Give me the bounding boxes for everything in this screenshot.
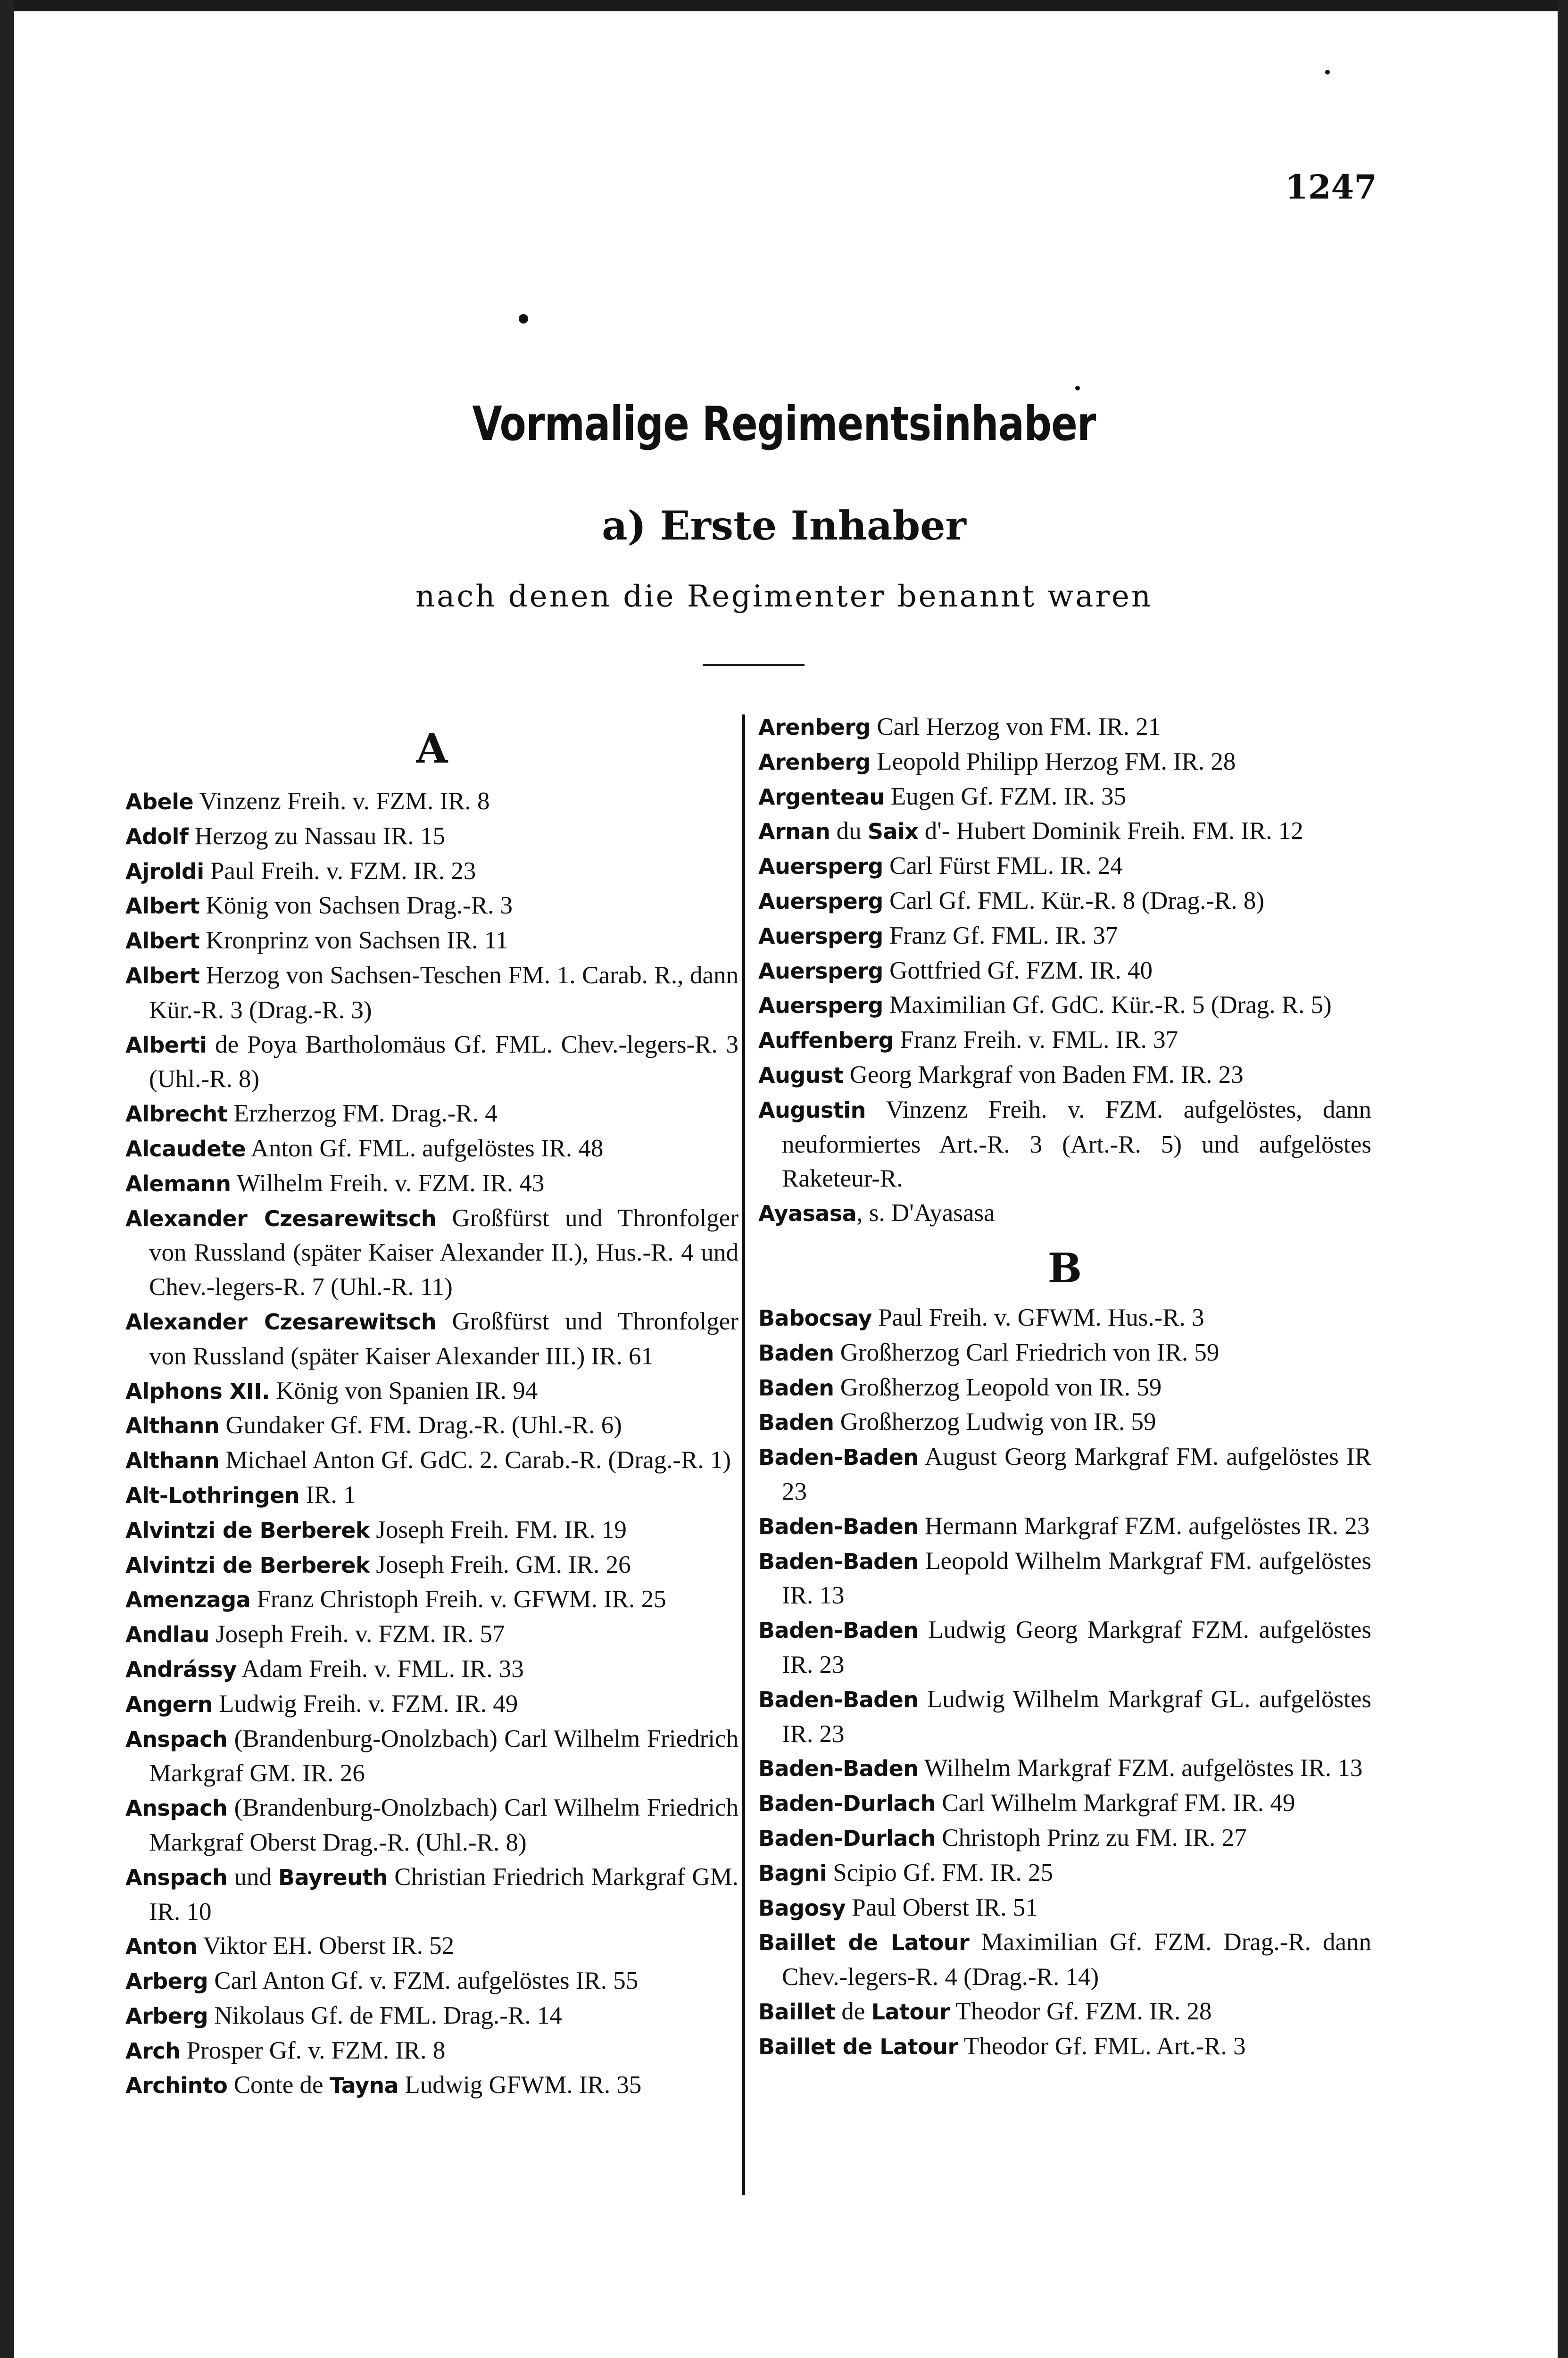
entry-name: Andrássy: [125, 1656, 237, 1682]
entry-name: Baden-Baden: [758, 1686, 919, 1712]
entry-details: Carl Anton Gf. v. FZM. aufgelöstes IR. 55: [208, 1967, 639, 1995]
entry-name: Albert: [125, 893, 200, 919]
entry-details: Wilhelm Markgraf FZM. aufgelöstes IR. 13: [918, 1754, 1363, 1782]
entry-name: Baillet de Latour: [758, 2034, 958, 2059]
entry-name: Arberg: [125, 1968, 208, 1994]
entry-name: Albrecht: [125, 1101, 228, 1127]
index-entry: [758, 1196, 1371, 1231]
index-entry: [125, 1617, 738, 1652]
entry-details: Herzog zu Nassau IR. 15: [188, 822, 445, 850]
entry-details: Christoph Prinz zu FM. IR. 27: [936, 1824, 1247, 1852]
index-entry: [125, 1408, 738, 1443]
left-entry-list: [125, 784, 738, 2103]
entry-details: Joseph Freih. FM. IR. 19: [370, 1516, 627, 1544]
entry-details: Franz Gf. FML. IR. 37: [883, 922, 1118, 949]
entry-name: Arnan: [758, 819, 830, 845]
page-number: 1247: [1285, 167, 1377, 207]
index-entry: [125, 1028, 738, 1097]
right-entry-list-b: [758, 1301, 1371, 2064]
entry-name: Baillet de Latour: [758, 1930, 970, 1956]
entry-details: Großherzog Carl Friedrich von IR. 59: [834, 1338, 1220, 1366]
entry-details: Eugen Gf. FZM. IR. 35: [884, 782, 1126, 810]
entry-name: Baden-Durlach: [758, 1825, 936, 1851]
entry-name: Baden: [758, 1340, 834, 1366]
index-entry: [125, 784, 738, 819]
index-entry: [758, 1405, 1371, 1440]
index-entry: [125, 1131, 738, 1166]
index-entry: [125, 888, 738, 923]
index-entry: [758, 1891, 1371, 1926]
entry-details: Prosper Gf. v. FZM. IR. 8: [180, 2036, 446, 2064]
entry-name: Baillet: [758, 1999, 836, 2025]
entry-name: Albert: [125, 963, 200, 988]
index-entry: [125, 1964, 738, 1999]
entry-details: Theodor Gf. FML. Art.-R. 3: [958, 2032, 1246, 2060]
entry-details: Ludwig Georg Markgraf FZM. aufgelöstes IR. 23: [782, 1616, 1371, 1678]
entry-name: Babocsay: [758, 1305, 872, 1331]
index-entry: [125, 1652, 738, 1687]
entry-name: Auffenberg: [758, 1028, 894, 1054]
index-entry: [758, 710, 1371, 745]
index-entry: [758, 1440, 1371, 1509]
entry-details: Carl Wilhelm Markgraf FM. IR. 49: [936, 1789, 1295, 1817]
entry-details: Franz Christoph Freih. v. GFWM. IR. 25: [250, 1586, 666, 1613]
entry-name: Baden: [758, 1375, 834, 1401]
entry-name: Abele: [125, 789, 194, 814]
entry-details: Großherzog Ludwig von IR. 59: [834, 1408, 1156, 1436]
entry-details: August Georg Markgraf FM. aufgelöstes IR 23: [782, 1443, 1371, 1505]
entry-name: Saix: [867, 819, 919, 845]
entry-details: und: [227, 1863, 279, 1891]
index-entry: [758, 884, 1371, 919]
entry-details: IR. 1: [299, 1481, 356, 1509]
right-entry-list-a: [758, 710, 1371, 1231]
entry-details: Anton Gf. FML. aufgelöstes IR. 48: [246, 1134, 604, 1162]
index-entry: [125, 1201, 738, 1304]
index-entry: [125, 1096, 738, 1131]
index-entry: [758, 1821, 1371, 1856]
index-entry: [125, 923, 738, 958]
index-entry: [758, 1786, 1371, 1821]
entry-details: Conte de: [227, 2071, 330, 2099]
index-entry: [125, 1687, 738, 1722]
entry-name: Bagosy: [758, 1895, 846, 1921]
entry-name: Ajroldi: [125, 858, 204, 884]
entry-details: Großfürst und Thronfolger von Russland (später Kaiser Alexander II.), Hus.-R. 4 und Chev.-legers-R. 7 (Uhl.-R. 11): [149, 1204, 738, 1301]
index-entry: [758, 1925, 1371, 1994]
index-entry: [758, 1856, 1371, 1891]
entry-name: Amenzaga: [125, 1587, 251, 1613]
entry-details: König von Sachsen Drag.-R. 3: [199, 892, 513, 920]
entry-details: de: [835, 1997, 871, 2025]
index-entry: [758, 1058, 1371, 1093]
entry-details: Ludwig Freih. v. FZM. IR. 49: [212, 1690, 518, 1718]
entry-details: d'- Hubert Dominik Freih. FM. IR. 12: [918, 817, 1303, 845]
entry-name: Alt-Lothringen: [125, 1482, 300, 1508]
entry-name: Auersperg: [758, 958, 883, 984]
left-column: [125, 710, 738, 2103]
entry-name: Alvintzi de Berberek: [125, 1552, 370, 1578]
section-title: a) Erste Inhaber: [602, 502, 966, 549]
entry-name: Augustin: [758, 1097, 866, 1123]
entry-details: Gundaker Gf. FM. Drag.-R. (Uhl.-R. 6): [219, 1411, 622, 1439]
entry-name: Baden-Baden: [758, 1756, 919, 1782]
index-entry: [758, 1682, 1371, 1752]
index-entry: [125, 1548, 738, 1583]
index-entry: [758, 1613, 1371, 1682]
entry-details: Michael Anton Gf. GdC. 2. Carab.-R. (Drag.-R. 1): [219, 1446, 731, 1474]
right-column: [758, 710, 1371, 2064]
index-entry: [125, 1374, 738, 1409]
index-entry: [758, 988, 1371, 1023]
entry-name: Angern: [125, 1691, 213, 1717]
index-entry: [758, 919, 1371, 954]
entry-name: Alemann: [125, 1171, 231, 1196]
entry-details: Vinzenz Freih. v. FZM. IR. 8: [193, 788, 490, 815]
index-entry: [758, 2029, 1371, 2064]
entry-name: Arberg: [125, 2003, 208, 2029]
entry-details: Viktor EH. Oberst IR. 52: [197, 1932, 455, 1960]
entry-name: Latour: [871, 1999, 950, 2025]
index-entry: [758, 814, 1371, 849]
entry-name: Anspach: [125, 1864, 228, 1890]
entry-details: Herzog von Sachsen-Teschen FM. 1. Carab. R., dann Kür.-R. 3 (Drag.-R. 3): [149, 961, 738, 1024]
index-entry: [125, 1791, 738, 1860]
entry-details: Maximilian Gf. GdC. Kür.-R. 5 (Drag. R. 5): [883, 991, 1332, 1019]
entry-details: Joseph Freih. v. FZM. IR. 57: [209, 1620, 505, 1648]
entry-details: Christian Friedrich Markgraf GM. IR. 10: [149, 1863, 739, 1926]
entry-name: Argenteau: [758, 784, 885, 810]
entry-name: Alvintzi de Berberek: [125, 1517, 370, 1543]
entry-name: Adolf: [125, 823, 189, 849]
entry-name: Arenberg: [758, 749, 871, 775]
index-entry: [758, 1751, 1371, 1786]
index-entry: [125, 1478, 738, 1513]
entry-details: Großfürst und Thronfolger von Russland (später Kaiser Alexander III.) IR. 61: [149, 1307, 738, 1370]
entry-details: , s. D'Ayasasa: [856, 1199, 995, 1227]
entry-details: Paul Freih. v. FZM. IR. 23: [204, 857, 476, 885]
entry-details: (Brandenburg-Onolzbach) Carl Wilhelm Friedrich Markgraf Oberst Drag.-R. (Uhl.-R. 8): [149, 1794, 738, 1856]
entry-details: Maximilian Gf. FZM. Drag.-R. dann Chev.-legers-R. 4 (Drag.-R. 14): [782, 1928, 1371, 1991]
index-entry: [125, 1166, 738, 1201]
ink-speck: [1325, 70, 1330, 75]
index-entry: [125, 1582, 738, 1617]
index-entry: [125, 2068, 738, 2103]
entry-name: Anspach: [125, 1726, 228, 1752]
entry-details: Carl Fürst FML. IR. 24: [883, 852, 1123, 880]
index-entry: [125, 819, 738, 854]
entry-details: Kronprinz von Sachsen IR. 11: [199, 927, 508, 955]
entry-details: König von Spanien IR. 94: [269, 1377, 538, 1404]
entry-details: Theodor Gf. FZM. IR. 28: [950, 1997, 1212, 2025]
entry-name: August: [758, 1062, 844, 1088]
index-entry: [758, 1023, 1371, 1058]
ink-speck: [1075, 386, 1080, 390]
entry-details: Ludwig Wilhelm Markgraf GL. aufgelöstes IR. 23: [782, 1685, 1371, 1748]
index-entry: [125, 1513, 738, 1548]
entry-details: Großherzog Leopold von IR. 59: [834, 1373, 1162, 1401]
entry-details: Vinzenz Freih. v. FZM. aufgelöstes, dann neuformiertes Art.-R. 3 (Art.-R. 5) und aufgelöstes Raketeur-R.: [782, 1096, 1371, 1193]
entry-details: Wilhelm Freih. v. FZM. IR. 43: [231, 1169, 545, 1197]
scan-edge-top: [0, 0, 1568, 11]
index-entry: [125, 854, 738, 889]
index-entry: [125, 1929, 738, 1964]
section-caption: nach denen die Regimenter benannt waren: [415, 579, 1153, 614]
entry-name: Bagni: [758, 1860, 827, 1886]
entry-details: Nikolaus Gf. de FML. Drag.-R. 14: [208, 2001, 562, 2029]
entry-details: Franz Freih. v. FML. IR. 37: [894, 1026, 1178, 1054]
entry-name: Auersperg: [758, 854, 883, 880]
letter-heading-a: A: [416, 725, 448, 772]
entry-name: Tayna: [329, 2073, 399, 2099]
index-entry: [758, 1093, 1371, 1196]
entry-details: du: [830, 817, 868, 845]
entry-details: Paul Oberst IR. 51: [846, 1893, 1038, 1921]
index-entry: [125, 1722, 738, 1791]
entry-name: Anton: [125, 1934, 198, 1959]
index-entry: [758, 954, 1371, 988]
entry-name: Alberti: [125, 1032, 207, 1058]
scan-edge-left: [0, 0, 14, 2358]
index-entry: [125, 1443, 738, 1478]
index-entry: [758, 1509, 1371, 1544]
index-entry: [758, 1370, 1371, 1405]
entry-details: Scipio Gf. FM. IR. 25: [827, 1859, 1054, 1886]
entry-name: Auersperg: [758, 993, 883, 1019]
entry-details: Ludwig GFWM. IR. 35: [398, 2071, 642, 2099]
entry-details: Carl Herzog von FM. IR. 21: [870, 713, 1161, 740]
entry-name: Alexander Czesarewitsch: [125, 1205, 437, 1231]
entry-name: Arch: [125, 2038, 181, 2064]
column-divider: [742, 714, 745, 2195]
entry-details: Erzherzog FM. Drag.-R. 4: [227, 1100, 498, 1128]
entry-details: Gottfried Gf. FZM. IR. 40: [883, 956, 1153, 984]
entry-details: Georg Markgraf von Baden FM. IR. 23: [843, 1061, 1244, 1088]
entry-name: Andlau: [125, 1622, 209, 1648]
entry-name: Althann: [125, 1413, 220, 1439]
entry-name: Arenberg: [758, 714, 871, 740]
index-entry: [758, 745, 1371, 780]
entry-name: Alexander Czesarewitsch: [125, 1309, 437, 1335]
entry-name: Bayreuth: [278, 1864, 388, 1890]
index-entry: [758, 1544, 1371, 1613]
entry-name: Baden-Baden: [758, 1548, 919, 1574]
entry-name: Baden-Durlach: [758, 1791, 936, 1817]
entry-name: Baden: [758, 1410, 834, 1436]
index-entry: [758, 1301, 1371, 1336]
entry-name: Baden-Baden: [758, 1513, 919, 1539]
entry-details: Leopold Philipp Herzog FM. IR. 28: [870, 747, 1236, 775]
entry-name: Auersperg: [758, 888, 883, 914]
page-title: Vormalige Regimentsinhaber: [472, 396, 1096, 451]
entry-name: Alphons XII.: [125, 1378, 270, 1404]
entry-details: Hermann Markgraf FZM. aufgelöstes IR. 23: [918, 1512, 1370, 1540]
entry-name: Archinto: [125, 2073, 228, 2099]
entry-name: Albert: [125, 928, 200, 954]
index-entry: [125, 1999, 738, 2034]
entry-name: Anspach: [125, 1795, 228, 1821]
entry-details: de Poya Bartholomäus Gf. FML. Chev.-legers-R. 3 (Uhl.-R. 8): [149, 1030, 738, 1093]
entry-name: Alcaudete: [125, 1136, 246, 1162]
entry-name: Baden-Baden: [758, 1445, 919, 1470]
ink-speck: [519, 314, 528, 324]
entry-details: Adam Freih. v. FML. IR. 33: [236, 1655, 524, 1683]
index-entry: [758, 849, 1371, 884]
index-entry: [758, 1336, 1371, 1370]
entry-name: Ayasasa: [758, 1201, 857, 1227]
index-entry: [758, 1994, 1371, 2029]
entry-details: Paul Freih. v. GFWM. Hus.-R. 3: [871, 1304, 1204, 1331]
entry-details: Leopold Wilhelm Markgraf FM. aufgelöstes IR. 13: [782, 1547, 1371, 1610]
entry-details: Carl Gf. FML. Kür.-R. 8 (Drag.-R. 8): [883, 887, 1265, 914]
index-entry: [758, 780, 1371, 814]
scan-edge-right: [1558, 0, 1568, 2358]
letter-heading-b: B: [1047, 1244, 1082, 1292]
index-entry: [125, 958, 738, 1028]
entry-name: Auersperg: [758, 923, 883, 949]
title-divider: [703, 664, 805, 666]
index-entry: [125, 1860, 738, 1929]
index-entry: [125, 2034, 738, 2068]
index-entry: [125, 1304, 738, 1374]
entry-name: Althann: [125, 1448, 220, 1474]
entry-details: Joseph Freih. GM. IR. 26: [370, 1551, 631, 1578]
entry-name: Baden-Baden: [758, 1618, 919, 1644]
entry-details: (Brandenburg-Onolzbach) Carl Wilhelm Friedrich Markgraf GM. IR. 26: [149, 1725, 738, 1787]
